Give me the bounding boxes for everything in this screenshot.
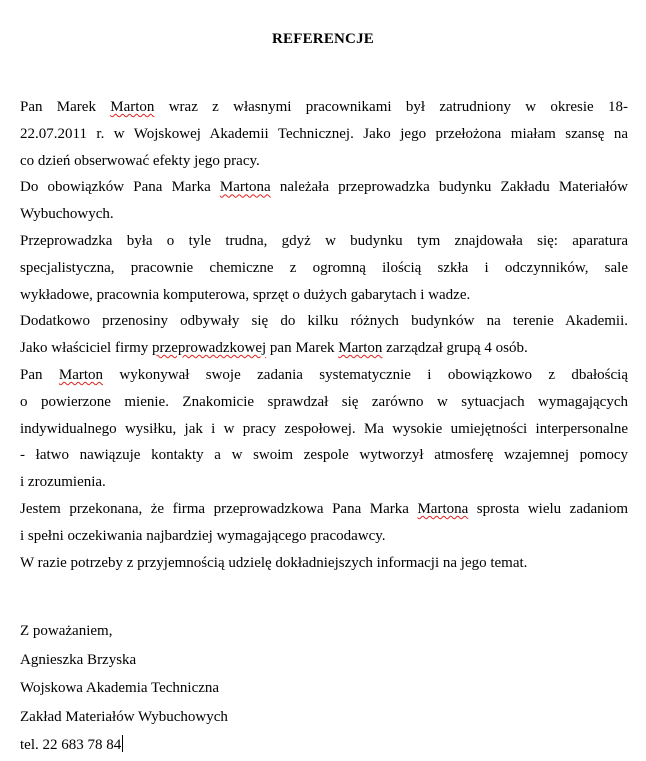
body-line: [20, 442, 628, 469]
spellcheck-flagged-word: Martona: [417, 500, 469, 517]
body-text-segment: W razie potrzeby z przyjemnością udzielę dokładniejszych informacji na jego temat.: [20, 554, 528, 571]
body-text-segment: specjalistyczna, pracownie chemiczne z ogromną ilością szkła i odczynników, sale: [20, 259, 628, 276]
signer-name: Agnieszka Brzyska: [20, 651, 137, 668]
text-cursor: [122, 735, 123, 752]
body-text-segment: sprosta wielu zadaniom: [468, 500, 628, 517]
spellcheck-flagged-word: Marton: [58, 366, 104, 383]
body-line: [20, 335, 628, 362]
body-line: [20, 308, 628, 335]
signature-block: [20, 617, 228, 760]
signer-organization: Wojskowa Akademia Techniczna: [20, 680, 220, 697]
body-line: [20, 148, 628, 175]
body-line: [20, 174, 628, 201]
body-text-segment: pan Marek: [266, 340, 339, 357]
signer-department: Zakład Materiałów Wybuchowych: [20, 708, 228, 725]
body-text-segment: Pan: [20, 366, 59, 383]
body-text-segment: Wybuchowych.: [20, 206, 114, 223]
letter-body: [20, 94, 628, 576]
body-line: [20, 121, 628, 148]
body-text-segment: i zrozumienia.: [20, 474, 106, 491]
body-text-segment: indywidualnego wysiłku, jak i w pracy zespołowej. Ma wysokie umiejętności interpersonalne: [20, 420, 628, 437]
body-text-segment: wykonywał swoje zadania systematycznie i obowiązkowo z dbałością: [103, 366, 628, 383]
body-line: [20, 496, 628, 523]
spellcheck-flagged-word: Marton: [110, 99, 155, 115]
body-line: [20, 201, 628, 228]
body-line: [20, 228, 628, 255]
body-line: [20, 94, 628, 121]
body-line: [20, 389, 628, 416]
body-text-segment: Jestem przekonana, że firma przeprowadzkowa Pana Marka: [20, 500, 418, 517]
spellcheck-flagged-word: Marton: [338, 340, 383, 357]
body-text-segment: zarządzał grupą 4 osób.: [382, 340, 528, 357]
spellcheck-flagged-word: przeprowadzkowej: [152, 340, 267, 357]
body-text-segment: Jako właściciel firmy: [20, 340, 153, 357]
body-line: [20, 523, 628, 550]
body-text-segment: - łatwo nawiązuje kontakty a w swoim zespole wytworzył atmosferę wzajemnej pomocy: [20, 447, 628, 464]
body-text-segment: Dodatkowo przenosiny odbywały się do kilku różnych budynków na terenie Akademii.: [20, 313, 628, 330]
body-line: [20, 282, 628, 309]
body-text-segment: Do obowiązków Pana Marka: [20, 179, 220, 196]
body-text-segment: Przeprowadzka była o tyle trudna, gdyż w budynku tym znajdowała się: aparatura: [20, 232, 628, 249]
body-text-segment: wykładowe, pracownia komputerowa, sprzęt o dużych gabarytach i wadze.: [20, 286, 471, 303]
body-text-segment: należała przeprowadzka budynku Zakładu Materiałów: [270, 179, 628, 196]
body-text-segment: i spełni oczekiwania najbardziej wymagającego pracodawcy.: [20, 527, 386, 544]
signer-phone: tel. 22 683 78 84: [20, 737, 122, 754]
closing-greeting: Z poważaniem,: [20, 623, 113, 639]
body-line: [20, 255, 628, 282]
body-line: [20, 469, 628, 496]
body-line: [20, 362, 628, 389]
document-title: REFERENCJE: [271, 31, 374, 47]
spellcheck-flagged-word: Martona: [219, 179, 271, 196]
body-text-segment: Pan Marek: [20, 99, 111, 115]
signer-phone-line: [20, 731, 228, 760]
body-text-segment: wraz z własnymi pracownikami był zatrudniony w okresie 18-: [154, 99, 628, 115]
body-text-segment: 22.07.2011 r. w Wojskowej Akademii Technicznej. Jako jego przełożona miałam szansę na: [20, 125, 628, 142]
body-line: [20, 416, 628, 443]
body-text-segment: co dzień obserwować efekty jego pracy.: [20, 152, 260, 169]
body-line: [20, 550, 628, 577]
body-text-segment: o powierzone mienie. Znakomicie sprawdzał się zarówno w sytuacjach wymagających: [20, 393, 628, 410]
